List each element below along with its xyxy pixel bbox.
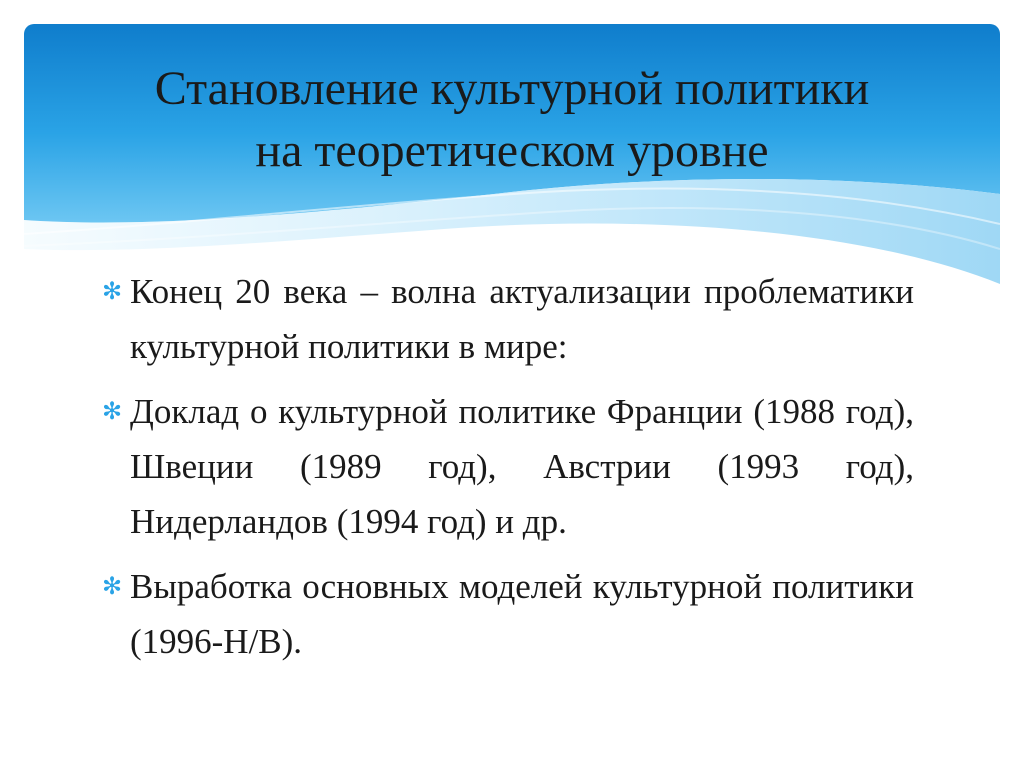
bullet-item — [102, 559, 914, 669]
slide-title — [24, 58, 1000, 182]
bullet-list — [102, 264, 914, 679]
bullet-text: Доклад о культурной политике Франции (1988 год), Швеции (1989 год), Австрии (1993 год), Нидерландов (1994 год) и др. — [130, 392, 914, 541]
asterisk-icon: ✻ — [102, 572, 123, 600]
asterisk-icon: ✻ — [102, 397, 123, 425]
slide-title-line-1: Становление культурной политики — [154, 62, 870, 115]
bullet-text: Конец 20 века – волна актуализации проблематики культурной политики в мире: — [130, 272, 914, 366]
bullet-item — [102, 264, 914, 374]
asterisk-icon: ✻ — [102, 277, 123, 305]
bullet-item — [102, 384, 914, 549]
slide — [24, 24, 1000, 743]
slide-title-line-2: на теоретическом уровне — [255, 124, 769, 177]
bullet-text: Выработка основных моделей культурной политики (1996-Н/В). — [130, 567, 914, 661]
